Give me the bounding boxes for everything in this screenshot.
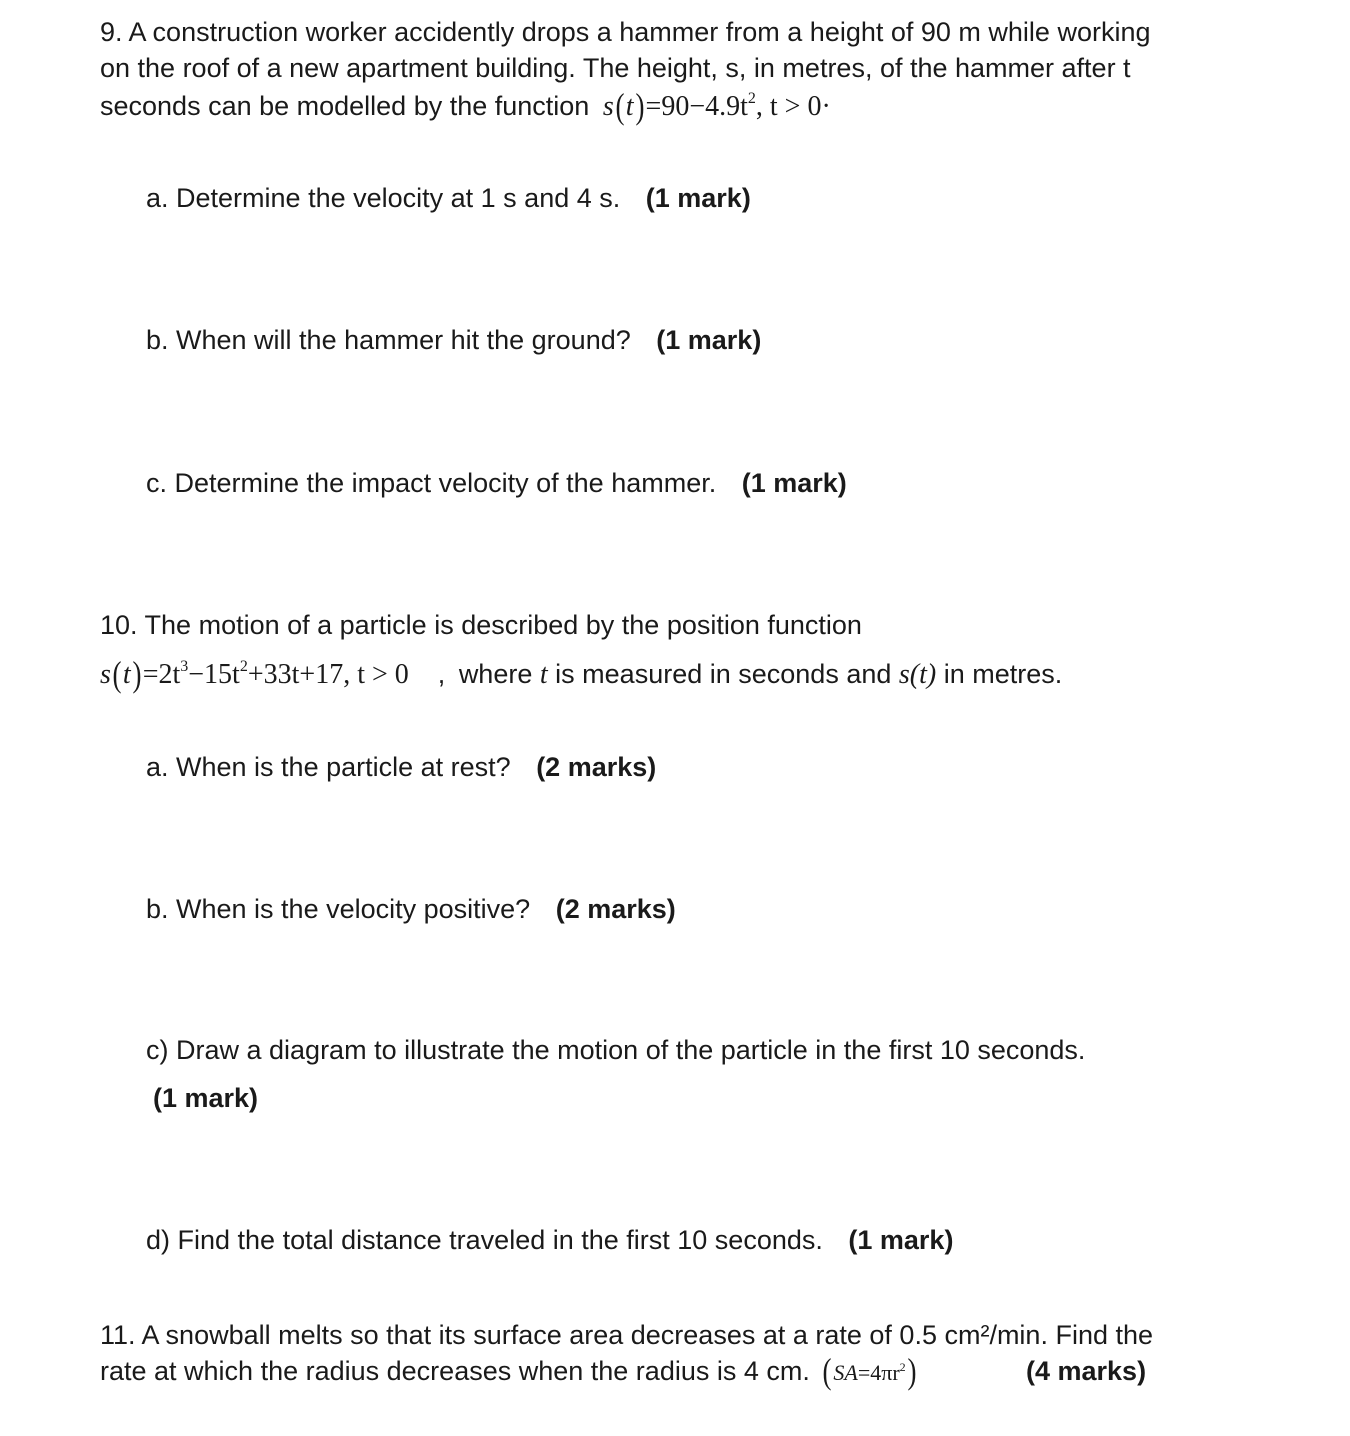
- q9-function-t: t: [625, 91, 634, 122]
- q9-line-3-text: seconds can be modelled by the function: [100, 91, 590, 121]
- q11-line-2: [100, 1353, 918, 1391]
- q10-function-exponent-2: 2: [239, 658, 248, 675]
- q9-function-rhs: =90−4.9t: [645, 91, 748, 122]
- q9-function-condition: , t > 0: [755, 91, 822, 122]
- q10-part-d-text: d) Find the total distance traveled in the first 10 seconds.: [146, 1225, 823, 1255]
- q9-part-a-text: a. Determine the velocity at 1 s and 4 s.: [146, 183, 621, 213]
- q11-formula: $(SA=4\pi r^2)$: [822, 1351, 917, 1391]
- q9-part-b: [146, 322, 761, 358]
- q10-function-t: t: [122, 659, 131, 690]
- q9-part-b-marks: (1 mark): [656, 325, 762, 355]
- q11-marks: (4 marks): [1026, 1356, 1147, 1386]
- q10-part-d-marks: (1 mark): [848, 1225, 954, 1255]
- q10-part-a-marks: (2 marks): [536, 752, 657, 782]
- q10-line-2-comma: ,: [437, 659, 446, 689]
- q11-line-1: 11. A snowball melts so that its surface area decreases at a rate of 0.5 cm²/min. Find the: [100, 1320, 1154, 1350]
- q9-function: $s(t)=90-4.9t^2$, t > 0·: [602, 86, 831, 126]
- q10-function-part-1: =2t: [142, 659, 181, 690]
- q9-part-a-marks: (1 mark): [645, 183, 751, 213]
- q9-line-2: on the roof of a new apartment building. The height, s, in metres, of the hammer after t: [100, 53, 1131, 83]
- q9-part-c-text: c. Determine the impact velocity of the hammer.: [146, 468, 717, 498]
- q9-line-1: 9. A construction worker accidently drops a hammer from a height of 90 m while working: [100, 17, 1151, 47]
- q9-part-c: [146, 465, 847, 501]
- q9-function-s: s: [602, 91, 614, 122]
- q10-function-part-3: +33t+17, t > 0: [247, 659, 409, 690]
- q10-line-2: [100, 656, 1062, 693]
- q10-part-d: [146, 1222, 953, 1258]
- q10-part-b-marks: (2 marks): [555, 894, 676, 924]
- q11-formula-rhs: =4πr: [857, 1360, 900, 1385]
- q10-line-2-where: where: [458, 659, 533, 689]
- q11-line-2-text: rate at which the radius decreases when the radius is 4 cm.: [100, 1356, 810, 1386]
- q10-function: $s(t)=2t^3-15t^2+33t+17$, t > 0: [100, 654, 409, 694]
- q10-part-c-marks: (1 mark): [153, 1083, 259, 1113]
- q10-line-2-st: s(t): [898, 659, 937, 690]
- q10-part-a-text: a. When is the particle at rest?: [146, 752, 511, 782]
- q11-formula-lhs: SA: [833, 1360, 858, 1385]
- q10-part-b-text: b. When is the velocity positive?: [146, 894, 531, 924]
- q10-line-2-t: t: [539, 659, 548, 690]
- q10-function-part-2: −15t: [188, 659, 240, 690]
- q9-part-c-marks: (1 mark): [741, 468, 847, 498]
- q9-part-b-text: b. When will the hammer hit the ground?: [146, 325, 631, 355]
- q9-line-3: [100, 88, 831, 125]
- q9-part-a: [146, 180, 751, 216]
- q10-function-exponent-1: 3: [180, 658, 189, 675]
- q10-function-s: s: [100, 659, 111, 690]
- q9-function-end: ·: [821, 91, 831, 122]
- q10-line-1: 10. The motion of a particle is described by the position function: [100, 610, 862, 640]
- q10-part-c-text: c) Draw a diagram to illustrate the motion of the particle in the first 10 seconds.: [146, 1035, 1086, 1065]
- q10-part-b: [146, 891, 676, 927]
- q9-function-exponent: 2: [747, 90, 756, 107]
- q10-line-2-end: in metres.: [943, 659, 1063, 689]
- q11-formula-exponent: 2: [899, 1360, 906, 1374]
- q10-line-2-mid: is measured in seconds and: [555, 659, 892, 689]
- q10-part-a: [146, 749, 656, 785]
